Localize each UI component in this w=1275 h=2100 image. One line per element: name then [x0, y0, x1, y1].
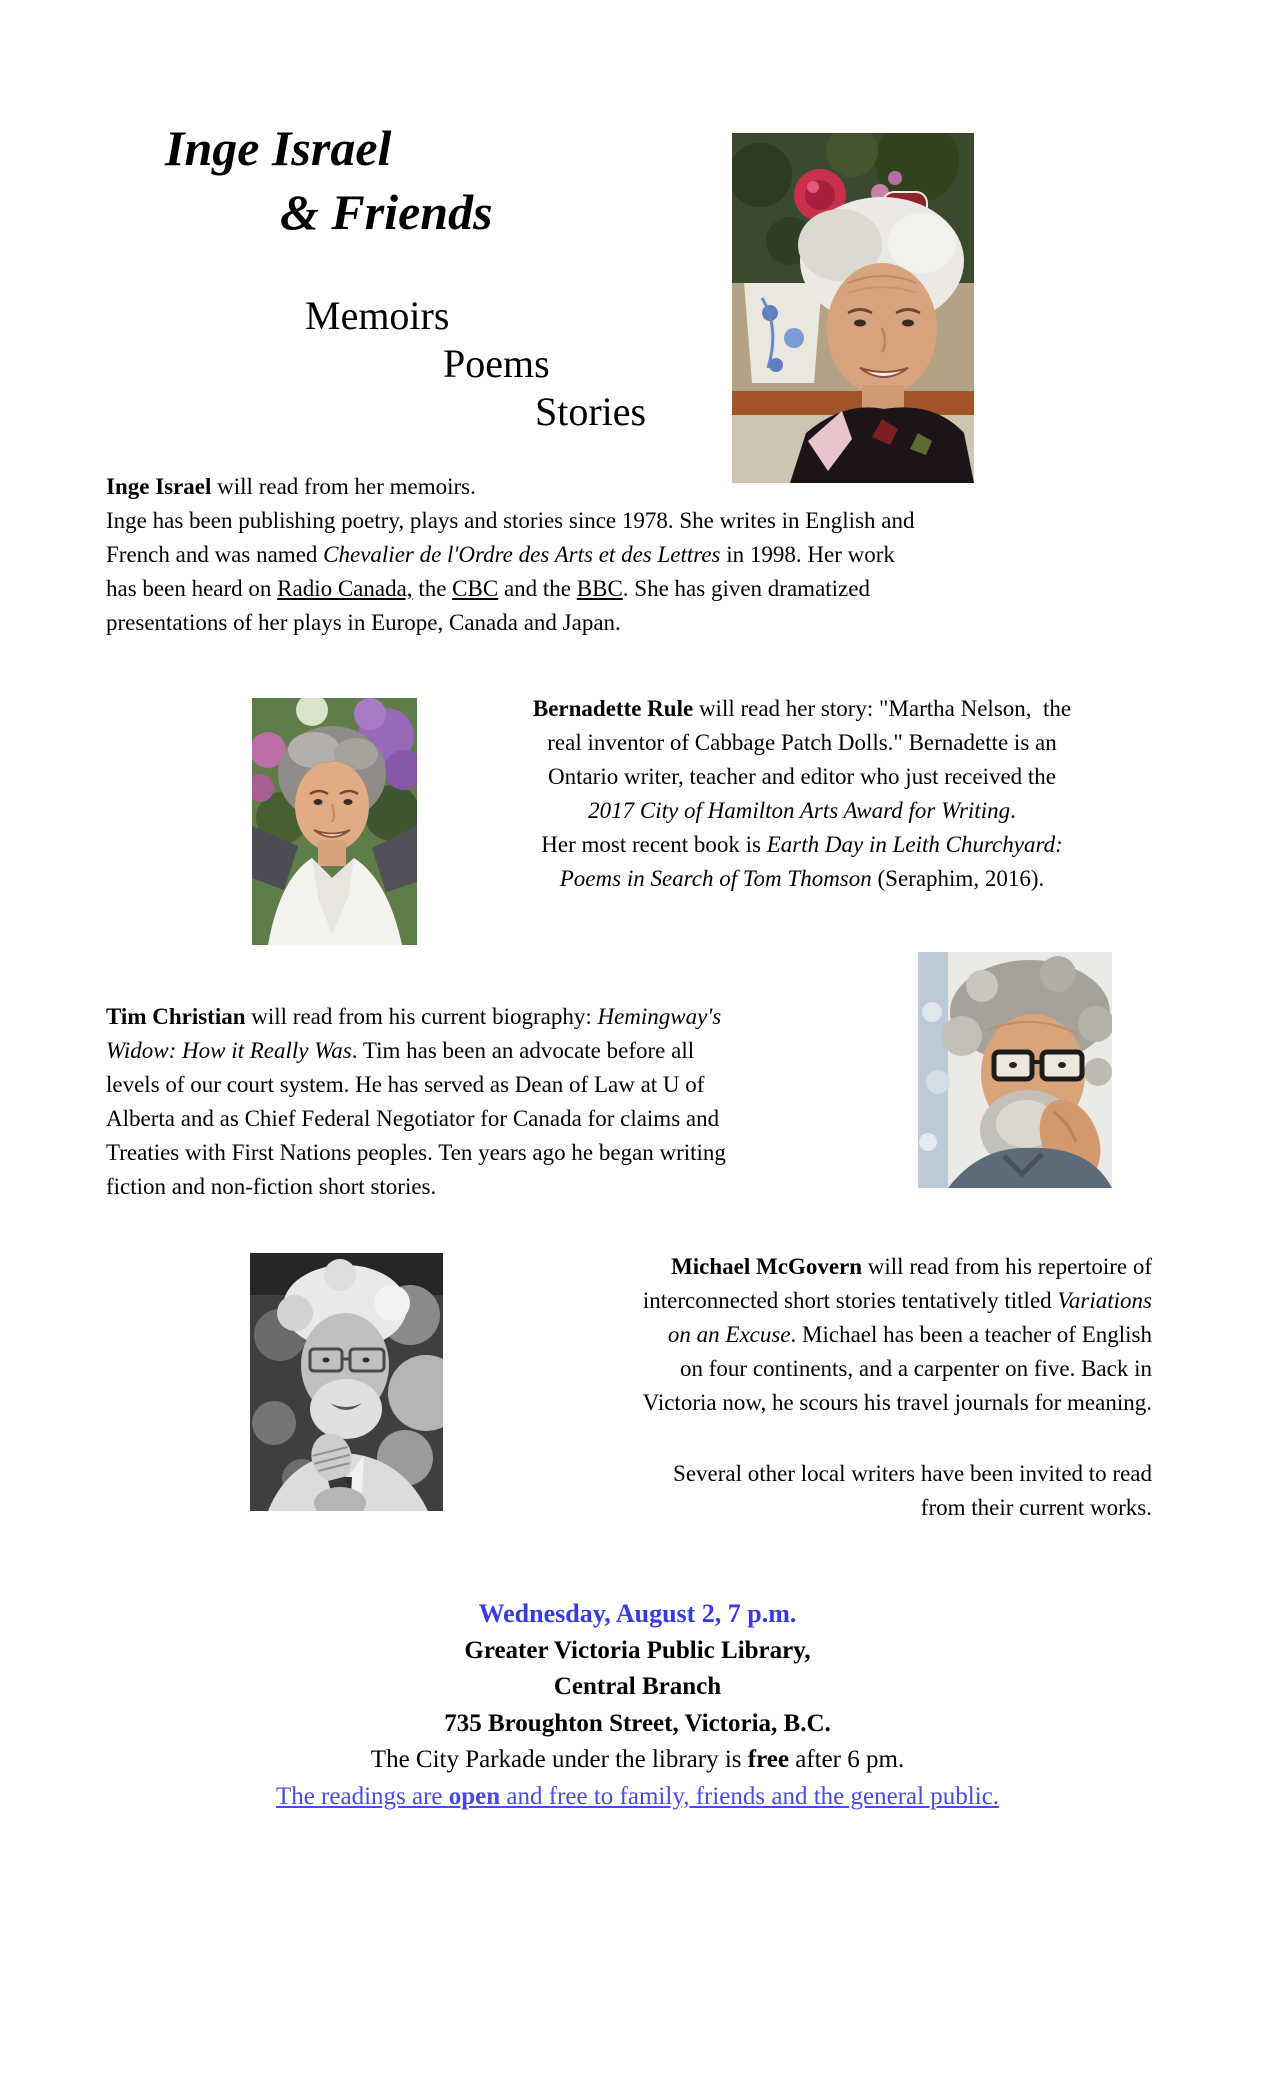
text-line [106, 1136, 918, 1170]
text-segment: Tim Christian [106, 1004, 246, 1029]
text-segment: Bernadette Rule [532, 696, 694, 721]
event-branch [0, 1669, 1275, 1706]
bernadette-rule-photo [252, 698, 417, 945]
text-line [452, 1284, 1152, 1318]
text-segment: will read her story: "Martha Nelson, the [693, 696, 1072, 721]
text-segment: Inge has been publishing poetry, plays and stories since 1978. She writes in English and [106, 508, 915, 533]
text-segment: The readings are [275, 1782, 449, 1810]
text-line [452, 1386, 1152, 1420]
text-segment: Chevalier de l'Ordre des Arts et des Lettres [323, 542, 721, 567]
michael-bio-text [452, 1250, 1152, 1420]
text-segment: and the [498, 576, 577, 601]
event-address [0, 1706, 1275, 1743]
text-line [106, 1170, 918, 1204]
text-line [106, 1068, 918, 1102]
text-segment: CBC [452, 576, 499, 601]
text-line [452, 1318, 1152, 1352]
tim-christian-photo [918, 952, 1112, 1188]
text-segment: BBC [576, 576, 623, 601]
text-segment: free [747, 1746, 789, 1773]
text-line [106, 1034, 918, 1068]
inge-israel-portrait-art [732, 133, 974, 483]
text-line [106, 606, 1166, 640]
text-line [452, 1352, 1152, 1386]
event-parking-note [0, 1742, 1275, 1779]
text-line [440, 794, 1164, 828]
text-segment: French and was named [106, 542, 324, 567]
text-line [106, 572, 1166, 606]
text-segment: Central Branch [553, 1673, 722, 1700]
text-segment: Her most recent book is [541, 832, 767, 857]
michael-mcgovern-photo [250, 1253, 443, 1511]
text-segment: Treaties with First Nations peoples. Ten years ago he began writing [106, 1140, 726, 1165]
event-details [0, 1596, 1275, 1815]
text-segment: will read from his current biography: [245, 1004, 598, 1029]
text-segment: Greater Victoria Public Library, [464, 1636, 811, 1664]
event-open-link[interactable] [0, 1779, 1275, 1816]
text-segment: and free to family, friends and the general public. [500, 1782, 1000, 1810]
text-segment: Radio Canada, [277, 576, 413, 601]
other-writers-note [452, 1457, 1152, 1525]
text-line [440, 862, 1164, 896]
text-segment: the [412, 576, 453, 601]
text-segment: fiction and non-fiction short stories. [106, 1174, 437, 1199]
bernadette-bio-text [440, 692, 1164, 896]
event-datetime [0, 1596, 1275, 1633]
tim-christian-portrait-art [918, 952, 1112, 1188]
text-segment: open [448, 1782, 501, 1810]
text-segment: Poems in Search of Tom Thomson [559, 866, 872, 891]
genre-stories: Stories [535, 389, 647, 434]
text-segment: after 6 pm. [788, 1746, 905, 1773]
text-segment: has been heard on [106, 576, 278, 601]
text-segment: Earth Day in Leith Churchyard: [766, 832, 1063, 857]
text-segment: (Seraphim, 2016). [871, 866, 1045, 891]
text-segment: real inventor of Cabbage Patch Dolls." Bernadette is an [547, 730, 1057, 755]
text-line [440, 726, 1164, 760]
text-segment: will read from her memoirs. [211, 474, 476, 499]
text-segment: Michael McGovern [671, 1254, 863, 1279]
text-segment: from their current works. [920, 1495, 1152, 1520]
text-line [106, 538, 1166, 572]
page-title-line2: & Friends [280, 184, 493, 240]
bernadette-rule-portrait-art [252, 698, 417, 945]
michael-mcgovern-portrait-art [250, 1253, 443, 1511]
inge-bio-text [106, 470, 1166, 640]
text-segment: Wednesday, August 2, 7 p.m. [478, 1599, 797, 1628]
text-line [106, 1102, 918, 1136]
text-segment: 735 Broughton Street, Victoria, B.C. [444, 1709, 831, 1737]
text-line [106, 1000, 918, 1034]
text-segment: . Michael has been a teacher of English [790, 1322, 1152, 1347]
text-line [440, 760, 1164, 794]
text-segment: levels of our court system. He has served as Dean of Law at U of [106, 1072, 705, 1097]
text-segment: Widow: How it Really Was [106, 1038, 352, 1063]
text-segment: on four continents, and a carpenter on five. Back in [680, 1356, 1152, 1381]
text-segment: Several other local writers have been invited to read [673, 1461, 1152, 1486]
text-line [452, 1491, 1152, 1525]
text-segment: Hemingway's [597, 1004, 722, 1029]
text-line [440, 692, 1164, 726]
text-segment: The City Parkade under the library is [370, 1746, 748, 1773]
text-segment: Ontario writer, teacher and editor who just received the [547, 764, 1057, 789]
page-title-line1: Inge Israel [165, 120, 392, 176]
text-line [452, 1457, 1152, 1491]
text-segment: 2017 City of Hamilton Arts Award for Writing [588, 798, 1011, 823]
text-segment: Alberta and as Chief Federal Negotiator for Canada for claims and [106, 1106, 720, 1131]
tim-bio-text [106, 1000, 918, 1204]
text-segment: presentations of her plays in Europe, Canada and Japan. [106, 610, 621, 635]
inge-israel-photo [732, 133, 974, 483]
text-line [106, 470, 1166, 504]
text-segment: will read from his repertoire of [862, 1254, 1152, 1279]
text-segment: in 1998. Her work [720, 542, 895, 567]
text-segment: interconnected short stories tentatively titled [642, 1288, 1058, 1313]
text-line [106, 504, 1166, 538]
text-segment: . Tim has been an advocate before all [351, 1038, 695, 1063]
genre-poems: Poems [443, 341, 550, 386]
text-segment: Variations [1057, 1288, 1152, 1313]
text-segment: . She has given dramatized [622, 576, 870, 601]
genre-memoirs: Memoirs [305, 293, 450, 338]
text-segment: on an Excuse [667, 1322, 791, 1347]
text-line [440, 828, 1164, 862]
text-segment: . [1010, 798, 1016, 823]
text-line [452, 1250, 1152, 1284]
event-venue [0, 1633, 1275, 1670]
text-segment: Victoria now, he scours his travel journals for meaning. [642, 1390, 1152, 1415]
text-segment: Inge Israel [106, 474, 212, 499]
